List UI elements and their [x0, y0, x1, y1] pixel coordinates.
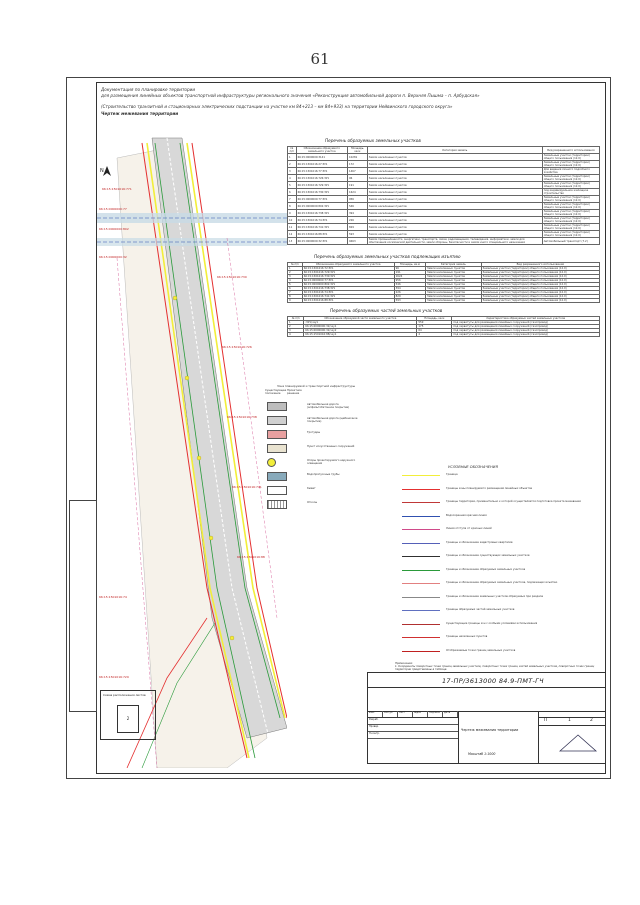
- table-header-cell: Обозначение образуемого земельного участка: [302, 263, 394, 267]
- svg-text:66:15:1501016:741: 66:15:1501016:741: [232, 485, 262, 489]
- stamp-header-cell: Дата: [443, 711, 458, 717]
- doc-header-line3: (Строительство транзитной и стационарных электрических подстанции на участке км 84+213 – км 84+933) на территории Нейвинского городского округа»: [101, 104, 453, 109]
- table-cell: 8: [288, 203, 297, 210]
- stamp-header-cell: Кол.уч.: [383, 711, 398, 717]
- table-row: [288, 196, 600, 203]
- table-cell: 1624: [394, 275, 425, 279]
- table-header-cell: Площадь, кв.м: [417, 317, 452, 321]
- legend-big-item: [400, 581, 605, 593]
- legend-small-item: [265, 498, 360, 510]
- table-cell: 66:15:1501016:88/чзу1: [304, 333, 417, 337]
- table-cell: 66:15:0000000:3141: [296, 154, 347, 161]
- legend-big-item: [400, 649, 605, 661]
- table-cell: 829: [348, 224, 368, 231]
- stamp-role: Разраб.: [368, 718, 458, 725]
- table-header-cell: Характеристика образуемых частей земельных участков: [452, 317, 600, 321]
- legend-label: Границы образуемых частей земельных участков: [446, 608, 515, 611]
- table-cell: Автомобильный транспорт (7.2): [542, 238, 599, 245]
- legend-small-item: [265, 456, 360, 468]
- table-header-cell: Вид разрешенного использования: [542, 147, 599, 154]
- table-cell: Земли населенных пунктов: [367, 175, 542, 182]
- table-cell: 9463: [348, 238, 368, 245]
- legend-label: Границы и обозначение земельных участков образуемых при разделе: [446, 594, 544, 598]
- table-cell: 394: [394, 287, 425, 291]
- table-cell: 5: [288, 182, 297, 189]
- svg-text:66:15:0000000:32: 66:15:0000000:32: [99, 255, 127, 259]
- legend-label: Границы территории, применительно к которой осуществляется подготовка проекта межевания: [446, 500, 581, 503]
- legend-small-item: [265, 414, 360, 426]
- notes-text: 1. Координаты поворотных точек границ земельных участков, поворотных точек границ частей земельных участков, поворотных точек границ территории представлены в таблице.: [395, 665, 595, 672]
- table-row: [288, 271, 600, 275]
- stamp-role: Провер.: [368, 725, 458, 732]
- table-header-cell: Площадь, кв.м: [394, 263, 425, 267]
- table-cell: Земли населенных пунктов: [426, 287, 482, 291]
- table-row: [288, 189, 600, 196]
- table-cell: Земли населенных пунктов: [367, 161, 542, 168]
- legend-big-item: [400, 568, 605, 580]
- legend-swatch: [402, 624, 440, 631]
- legend-swatch: [402, 475, 440, 482]
- table-header-cell: № п/п: [288, 263, 303, 267]
- table-cell: 1467: [348, 168, 368, 175]
- table-cell: 66:15:1501016:77:ЗУ1: [296, 168, 347, 175]
- legend-swatch: [402, 651, 440, 658]
- stamp-header-cell: №док: [413, 711, 428, 717]
- table-header-cell: № п/п: [288, 147, 297, 154]
- document-code: 17-ПР/3613000 84.9-ПМТ-ГЧ: [442, 677, 544, 685]
- table-cell: под сервитуты для размещения линейных сооружений (газопровод): [452, 321, 600, 325]
- table-row: [288, 299, 600, 303]
- table-cell: Для ведения личного подсобного хозяйства: [542, 168, 599, 175]
- svg-text:66:15:0000000:77: 66:15:0000000:77: [99, 207, 127, 211]
- legend-big-item: [400, 527, 605, 539]
- table-cell: 593: [348, 231, 368, 238]
- table-row: [288, 333, 600, 337]
- table-cell: 66:15:0000000:802:ЗУ1: [296, 203, 347, 210]
- table-row: [288, 168, 600, 175]
- table-cell: Земельные участки (территории) общего пользования (12.0): [542, 182, 599, 189]
- table-cell: 1: [288, 321, 304, 325]
- legend-small-item: [265, 400, 360, 412]
- table-row: [288, 210, 600, 217]
- legend-small-item: [265, 442, 360, 454]
- table-cell: 1: [288, 267, 303, 271]
- table-cell: 175: [417, 325, 452, 329]
- table-cell: Земельные участки (территории) общего пользования (12.0): [481, 287, 599, 291]
- table-row: [288, 203, 600, 210]
- legend-label: Существующие границы зон с особыми условиями использования: [446, 621, 538, 625]
- table-cell: Земли населенных пунктов: [426, 299, 482, 303]
- title-block: [367, 672, 606, 764]
- legend-label: Автомобильная дорога (щебеночное покрытие): [307, 417, 358, 423]
- table-row: [288, 231, 600, 238]
- table-cell: 66:15:0000000:77:ЗУ1: [296, 196, 347, 203]
- legend-label: Пункт искусственных сооружений: [307, 445, 355, 448]
- table-cell: 593: [394, 299, 425, 303]
- table-cell: Земли промышленности, энергетики, транспорта, связи, радиовещания, телевидения, информатики, земли для обеспечения космической деятельности, земли обороны, безопасности и земли иного специального назначения: [367, 238, 542, 245]
- legend-big-item: [400, 473, 605, 485]
- legend-infrastructure: [265, 384, 360, 514]
- table-cell: 1624: [348, 189, 368, 196]
- table-cell: 2: [288, 161, 297, 168]
- table-cell: 66:15:1501016:726:ЗУ1: [296, 175, 347, 182]
- table-cell: 10: [288, 217, 297, 224]
- svg-text:66:15:1501016:730: 66:15:1501016:730: [217, 275, 247, 279]
- legend-small-col2: Проектное решение: [287, 389, 302, 395]
- logo-icon: [558, 731, 598, 755]
- table-cell: Земли населенных пунктов: [426, 267, 482, 271]
- table-cell: 66:15:1501016:741:ЗУ1: [302, 295, 394, 299]
- table-row: [288, 295, 600, 299]
- stage: П: [544, 718, 548, 723]
- legend-big-title: УСЛОВНЫЕ ОБОЗНАЧЕНИЯ: [448, 465, 498, 469]
- legend-small-title: Зона планируемой и транспортной инфраструктуры: [277, 384, 356, 388]
- table-cell: 1: [288, 154, 297, 161]
- table-cell: под сервитуты для размещения линейных сооружений (газопровод): [452, 329, 600, 333]
- table-cell: 66:15:1501016:72:ЗУ1: [302, 267, 394, 271]
- stamp-header-cell: Изм.: [368, 711, 383, 717]
- legend-label: Границы и обозначение кадастровых кварталов: [446, 540, 513, 544]
- scheme-label: Схема расположения листов: [103, 693, 146, 697]
- table-cell: под сервитуты для размещения линейных сооружений (газопровод): [452, 325, 600, 329]
- table-header-cell: Категория земель: [426, 263, 482, 267]
- table-cell: Земли населенных пунктов: [367, 196, 542, 203]
- svg-text:66:15:1501016:88: 66:15:1501016:88: [237, 555, 265, 559]
- stamp-role: Н.контр.: [368, 732, 458, 739]
- table-cell: Земельные участки (территории) общего пользования (12.0): [481, 275, 599, 279]
- legend-swatch: [267, 430, 287, 439]
- legend-label: Тротуары: [307, 431, 321, 434]
- table-cell: Земли населенных пунктов: [426, 271, 482, 275]
- table-cell: Земли населенных пунктов: [426, 275, 482, 279]
- legend-swatch: [402, 637, 440, 644]
- legend-swatch: [402, 570, 440, 577]
- sheet-num: 1: [568, 718, 571, 723]
- legend-swatch: [402, 502, 440, 509]
- svg-text:66:15:1501016:771: 66:15:1501016:771: [102, 187, 132, 191]
- legend-swatch: [267, 444, 287, 453]
- doc-header-title: Чертеж межевания территории: [101, 111, 179, 116]
- table-cell: под сервитуты для размещения линейных сооружений (газопровод): [452, 333, 600, 337]
- table-cell: 64: [417, 329, 452, 333]
- table-cell: 66:15:1501016:88:ЗУ1: [296, 231, 347, 238]
- table-cell: 956: [348, 196, 368, 203]
- sheet-title: Чертеж межевания территории: [461, 728, 519, 732]
- table-cell: Земельные участки (территории) общего пользования (12.0): [481, 299, 599, 303]
- legend-small-item: [265, 484, 360, 496]
- legend-swatch: [402, 583, 440, 590]
- table-header-cell: Вид разрешенного использования: [481, 263, 599, 267]
- table-cell: 66:15:1501016:738:ЗУ1: [296, 210, 347, 217]
- table-cell: Земли населенных пунктов: [367, 217, 542, 224]
- table-cell: 4: [288, 279, 303, 283]
- table-cell: Земли населенных пунктов: [367, 189, 542, 196]
- table-header-cell: Обозначение образуемого земельного участка: [296, 147, 347, 154]
- table-cell: Земли населенных пунктов: [367, 210, 542, 217]
- table-cell: 2: [288, 325, 304, 329]
- table-cell: 394: [348, 210, 368, 217]
- table-cell: 66:15:1501016:729:ЗУ1: [296, 182, 347, 189]
- legend-swatch: [402, 516, 440, 523]
- svg-text:66:15:1501016:74: 66:15:1501016:74: [99, 595, 127, 599]
- table-row: [288, 238, 600, 245]
- table-cell: Земельные участки (территории) общего пользования (12.0): [481, 291, 599, 295]
- table-cell: Земельные участки (территории) общего пользования (12.0): [542, 161, 599, 168]
- table-row: [288, 182, 600, 189]
- table-row: [288, 161, 600, 168]
- scale-label: Масштаб 1:1000: [468, 752, 496, 756]
- table-header-cell: Категория земель: [367, 147, 542, 154]
- table-cell: Земельные участки (территории) общего пользования (12.0): [481, 283, 599, 287]
- legend-big-item: [400, 500, 605, 512]
- table-cell: Земельные участки (территории) общего пользования (12.0): [481, 267, 599, 271]
- table-cell: Земли населенных пунктов: [367, 203, 542, 210]
- table-cell: 66:15:0000000:77:ЗУ1: [302, 279, 394, 283]
- table-cell: 4: [417, 333, 452, 337]
- legend-big-item: [400, 554, 605, 566]
- table-cell: Земельные участки (территории) общего пользования (12.0): [542, 175, 599, 182]
- table-cell: 66:15:0000000:32:ЗУ1: [296, 238, 347, 245]
- table-cell: Земельные участки (территории) общего пользования (12.0): [542, 217, 599, 224]
- table-row: [288, 175, 600, 182]
- table-cell: 66:15:1501016:27:ЗУ1: [296, 161, 347, 168]
- table-row: [288, 287, 600, 291]
- table-cell: 226: [348, 217, 368, 224]
- table-header-cell: Площадь, кв.м: [348, 147, 368, 154]
- table-cell: 96: [394, 267, 425, 271]
- table-cell: 9: [288, 210, 297, 217]
- table-header-cell: № п/п: [288, 317, 304, 321]
- svg-text:66:15:0000000:802: 66:15:0000000:802: [99, 227, 129, 231]
- legend-small-item: [265, 428, 360, 440]
- legend-swatch: [267, 416, 287, 425]
- legend-swatch: [267, 402, 287, 411]
- legend-swatch: [402, 489, 440, 496]
- svg-text:66:15:1501016:729: 66:15:1501016:729: [99, 675, 129, 679]
- table-cell: 66:15:0000000:32/чзу2: [304, 329, 417, 333]
- table-row: [288, 283, 600, 287]
- table1-title: Перечень образуемых земельных участков: [325, 138, 421, 143]
- table-cell: Земельные участки (территории) общего пользования (12.0): [542, 203, 599, 210]
- notes-title: Примечание:: [395, 662, 413, 665]
- doc-header-line1: Документация по планировке территории: [101, 87, 196, 92]
- table-row: [288, 224, 600, 231]
- table-cell: Земли населенных пунктов: [367, 182, 542, 189]
- table-cell: 559: [417, 321, 452, 325]
- legend-swatch: [267, 486, 287, 495]
- table-cell: 4: [288, 333, 304, 337]
- table-row: [288, 275, 600, 279]
- table-cell: Земельные участки (территории) общего пользования (12.0): [542, 210, 599, 217]
- table-cell: 7: [288, 196, 297, 203]
- table-cell: 66:15:1501016:729:ЗУ1: [302, 271, 394, 275]
- legend-label: Границы и обозначение образуемых земельных участков, подлежащих изъятию: [446, 581, 558, 584]
- table-cell: Земли населенных пунктов: [426, 295, 482, 299]
- table-cell: 3: [288, 168, 297, 175]
- table-cell: 4: [288, 175, 297, 182]
- table-cell: Земли населенных пунктов: [367, 154, 542, 161]
- table-cell: Земли населенных пунктов: [426, 283, 482, 287]
- table-cell: Земельные участки (территории) общего пользования (12.0): [542, 154, 599, 161]
- table-cell: Земли населенных пунктов: [426, 291, 482, 295]
- table3-title: Перечень образуемых частей земельных участков: [330, 308, 443, 313]
- table-cell: 8: [288, 295, 303, 299]
- legend-conventional-signs: [400, 465, 605, 665]
- table-row: [288, 154, 600, 161]
- legend-swatch: [402, 610, 440, 617]
- table-cell: Земельные участки (территории) общего пользования (12.0): [481, 279, 599, 283]
- table-cell: Земельные участки (территории) общего пользования (12.0): [542, 231, 599, 238]
- legend-small-item: [265, 470, 360, 482]
- legend-swatch: [267, 500, 287, 509]
- legend-label: Линия отступа от красных линий: [446, 527, 492, 530]
- table-seized-parcels: [287, 262, 600, 303]
- doc-header-line2: для размещения линейных объектов транспортной инфраструктуры регионального значения «Реконструкция автомобильной дороги п. Верхняя Пышма – п. Арбудская»: [101, 93, 480, 98]
- table-cell: 191: [348, 182, 368, 189]
- table-cell: 66:15:1501016:88:ЗУ1: [302, 299, 394, 303]
- table-cell: Земли населенных пунктов: [426, 279, 482, 283]
- table-header-cell: Обозначение образуемой части земельного участка: [304, 317, 417, 321]
- approval-strip: [69, 500, 97, 712]
- legend-label: Автомобильная дорога (асфальтобетонное покрытие): [307, 403, 350, 409]
- table-row: [288, 217, 600, 224]
- table-cell: 6: [288, 189, 297, 196]
- legend-label: Границы зоны планируемого размещения линейных объектов: [446, 486, 532, 490]
- table-formed-parcels: [287, 146, 600, 245]
- table-cell: Земельные участки (территории) общего пользования (12.0): [542, 224, 599, 231]
- table-cell: 96: [348, 175, 368, 182]
- legend-small-col1: Существующее положение: [265, 389, 287, 395]
- legend-swatch: [267, 472, 287, 481]
- legend-label: Граница: [446, 473, 458, 476]
- table-cell: 66:15:1501016:741:ЗУ1: [296, 224, 347, 231]
- cadastral-map: [97, 118, 287, 768]
- table-cell: 5: [288, 283, 303, 287]
- legend-big-item: [400, 514, 605, 526]
- table-cell: 66:15:1501016:74:ЗУ1: [302, 291, 394, 295]
- legend-swatch: [402, 543, 440, 550]
- table-cell: Земли населенных пунктов: [367, 231, 542, 238]
- table-parcel-parts: [287, 316, 600, 337]
- table-cell: Земельные участки (территории) общего пользования (12.0): [542, 196, 599, 203]
- table-cell: 9: [288, 299, 303, 303]
- legend-big-item: [400, 595, 605, 607]
- table-cell: 191: [394, 271, 425, 275]
- table-cell: 11: [288, 224, 297, 231]
- table-cell: 66:15:0000000:802:ЗУ1: [302, 283, 394, 287]
- table-cell: 10281: [348, 154, 368, 161]
- legend-swatch: [267, 458, 276, 467]
- page-number: 61: [310, 50, 330, 68]
- legend-label: Границы и обозначение существующих земельных участков: [446, 554, 530, 557]
- legend-swatch: [402, 597, 440, 604]
- legend-big-item: [400, 635, 605, 647]
- table-cell: Земли населенных пунктов: [367, 224, 542, 231]
- legend-label: Водопропускные трубы: [307, 473, 340, 476]
- table-cell: 6: [288, 287, 303, 291]
- table-cell: 66:15:1501016:730:ЗУ1: [296, 189, 347, 196]
- table-cell: 3: [288, 329, 304, 333]
- legend-label: Откосы: [307, 501, 318, 504]
- svg-text:66:15:1501016:738: 66:15:1501016:738: [227, 415, 257, 419]
- table-cell: 829: [394, 295, 425, 299]
- table-cell: 546: [394, 283, 425, 287]
- legend-label: Водоохранная красная линия: [446, 513, 487, 517]
- table-cell: 2: [288, 271, 303, 275]
- table-cell: 3: [288, 275, 303, 279]
- legend-label: Отображаемые точки границ земельных участков: [446, 648, 516, 652]
- legend-big-item: [400, 622, 605, 634]
- legend-swatch: [402, 556, 440, 563]
- table-cell: 12: [288, 231, 297, 238]
- table-cell: 172: [348, 161, 368, 168]
- legend-swatch: [402, 529, 440, 536]
- legend-big-item: [400, 541, 605, 553]
- table-cell: 956: [394, 279, 425, 283]
- scheme-sheet: 2: [117, 705, 139, 733]
- sheet-total: 2: [590, 718, 593, 723]
- table-cell: под индивидуальное жилищное строительство: [542, 189, 599, 196]
- legend-big-item: [400, 608, 605, 620]
- table-cell: 66:15:1501016:738:ЗУ1: [302, 287, 394, 291]
- stamp-header-cell: Лист: [398, 711, 413, 717]
- notes: [395, 662, 605, 672]
- table-cell: 13: [288, 238, 297, 245]
- table-cell: :ЗУ1/чзу1: [304, 321, 417, 325]
- table-cell: Земельные участки (территории) общего пользования (12.0): [481, 295, 599, 299]
- table-cell: Земли населенных пунктов: [367, 168, 542, 175]
- table-cell: 66:15:1501016:74:ЗУ1: [296, 217, 347, 224]
- legend-label: Границы и обозначение образуемых земельных участков: [446, 567, 526, 571]
- table-cell: 66:15:1501016:730:ЗУ1: [302, 275, 394, 279]
- sheet-layout-scheme: [100, 690, 156, 740]
- stamp-header-cell: Подпись: [428, 711, 443, 717]
- legend-label: Кювет: [307, 487, 316, 490]
- table-cell: 66:15:0000000:32/чзу1: [304, 325, 417, 329]
- legend-big-item: [400, 487, 605, 499]
- table2-title: Перечень образуемых земельных участков подлежащих изъятию: [314, 254, 461, 259]
- svg-text:66:15:1501016:726: 66:15:1501016:726: [222, 345, 252, 349]
- svg-text:N: N: [100, 168, 104, 174]
- legend-label: Границы населенных пунктов: [446, 635, 488, 638]
- table-cell: 226: [394, 291, 425, 295]
- table-cell: 546: [348, 203, 368, 210]
- table-cell: Земельные участки (территории) общего пользования (12.0): [481, 271, 599, 275]
- legend-label: Опоры проектируемого наружного освещения: [307, 459, 356, 465]
- table-cell: 7: [288, 291, 303, 295]
